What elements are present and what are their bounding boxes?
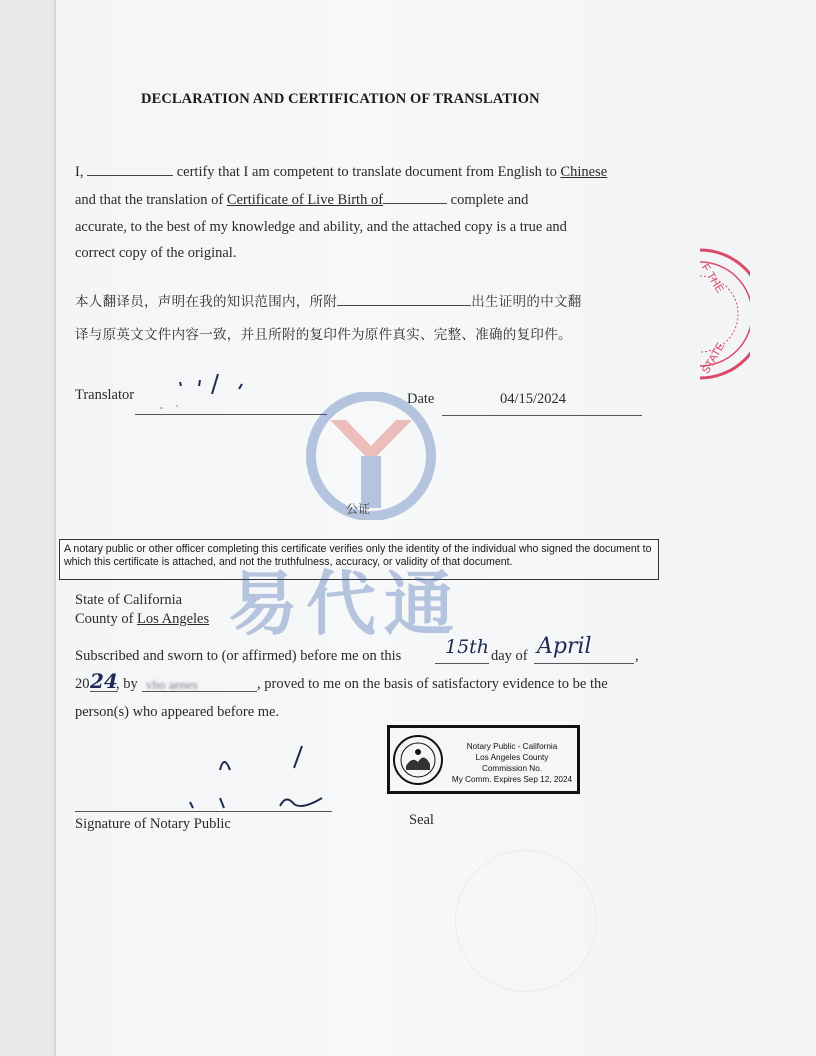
chinese-line-2: 译与原英文文件内容一致，并且所附的复印件为原件真实、完整、准确的复印件。 — [75, 327, 572, 343]
subject-name-blank — [383, 191, 447, 204]
declaration-translation-of: and that the translation of — [75, 192, 224, 208]
year-line-underline — [90, 690, 118, 692]
watermark-logo-icon — [300, 392, 442, 520]
document-name: Certificate of Live Birth of — [226, 192, 384, 208]
notary-signature-line — [75, 810, 332, 812]
stamp-line-1: Notary Public - California — [466, 742, 558, 751]
notary-signature-label: Signature of Notary Public — [75, 816, 231, 832]
notary-stamp — [387, 725, 580, 794]
notary-signature — [170, 740, 340, 820]
declaration-line-1 — [75, 163, 607, 181]
date-value: 04/15/2024 — [500, 391, 567, 407]
chinese-line-1 — [75, 290, 582, 310]
document-title: DECLARATION AND CERTIFICATION OF TRANSLATION — [141, 91, 540, 107]
california-seal-icon — [392, 732, 444, 788]
sworn-line — [75, 648, 401, 665]
stamp-line-3: Commission No. — [481, 764, 543, 773]
declaration-line-4: correct copy of the original. — [75, 245, 237, 261]
seal-label: Seal — [409, 812, 434, 828]
red-seal-text-bottom: STATE — [700, 340, 728, 376]
stamp-line-2: Los Angeles County — [475, 753, 549, 762]
appearer-name-line — [142, 690, 257, 692]
chinese-name-blank — [337, 292, 471, 306]
document-page — [56, 0, 816, 1056]
county-value: Los Angeles — [137, 611, 210, 627]
stamp-line-4: My Comm. Expires Sep 12, 2024 — [451, 775, 573, 784]
proved-text: , proved to me on the basis of satisfactory evidence to be the — [257, 676, 608, 692]
translator-name-blank — [87, 163, 173, 176]
declaration-line-2 — [75, 191, 528, 209]
sworn-text: Subscribed and sworn to (or affirmed) before me on this — [75, 648, 402, 664]
year-prefix: 20 — [75, 676, 90, 692]
month-handwritten: April — [537, 634, 592, 659]
day-of-label: day of — [491, 648, 528, 664]
month-comma: , — [635, 648, 639, 664]
translator-signature-line — [135, 413, 327, 415]
date-line — [442, 414, 642, 416]
year-line — [75, 676, 90, 693]
day-line — [435, 662, 489, 664]
translator-label: Translator — [75, 387, 135, 403]
by-label: , by — [116, 676, 138, 692]
year-handwritten: 24 — [90, 669, 118, 693]
declaration-complete: complete and — [450, 192, 529, 208]
day-handwritten: 15th — [445, 636, 490, 658]
red-seal-text-top: F THE — [698, 262, 726, 296]
county-label: County of — [75, 611, 134, 627]
chinese-line-1-post: 出生证明的中文翻 — [471, 294, 582, 310]
target-language: Chinese — [560, 164, 608, 180]
watermark-text: 易代通 — [228, 563, 462, 645]
declaration-line-3: accurate, to the best of my knowledge and ability, and the attached copy is a true and — [75, 219, 567, 235]
notary-notice-text: A notary public or other officer completing this certificate verifies only the identity of the individual who signed the document to which this certificate is attached, and not the truthfulness, accuracy, or validity of that document. — [64, 543, 652, 568]
appearer-name-redacted: vho aenes — [146, 677, 198, 692]
month-line — [534, 662, 634, 664]
translator-signature — [150, 370, 260, 415]
declaration-i: I, — [75, 164, 84, 180]
county-line — [75, 611, 209, 628]
chinese-line-1-pre: 本人翻译员，声明在我的知识范围内，所附 — [75, 294, 338, 310]
date-label: Date — [407, 391, 435, 407]
state-line: State of California — [75, 592, 183, 608]
embossed-seal — [455, 850, 597, 992]
declaration-certify-text: certify that I am competent to translate document from English to — [176, 164, 557, 180]
persons-line: person(s) who appeared before me. — [75, 704, 280, 720]
gongzheng-label: 公证 — [346, 502, 371, 516]
